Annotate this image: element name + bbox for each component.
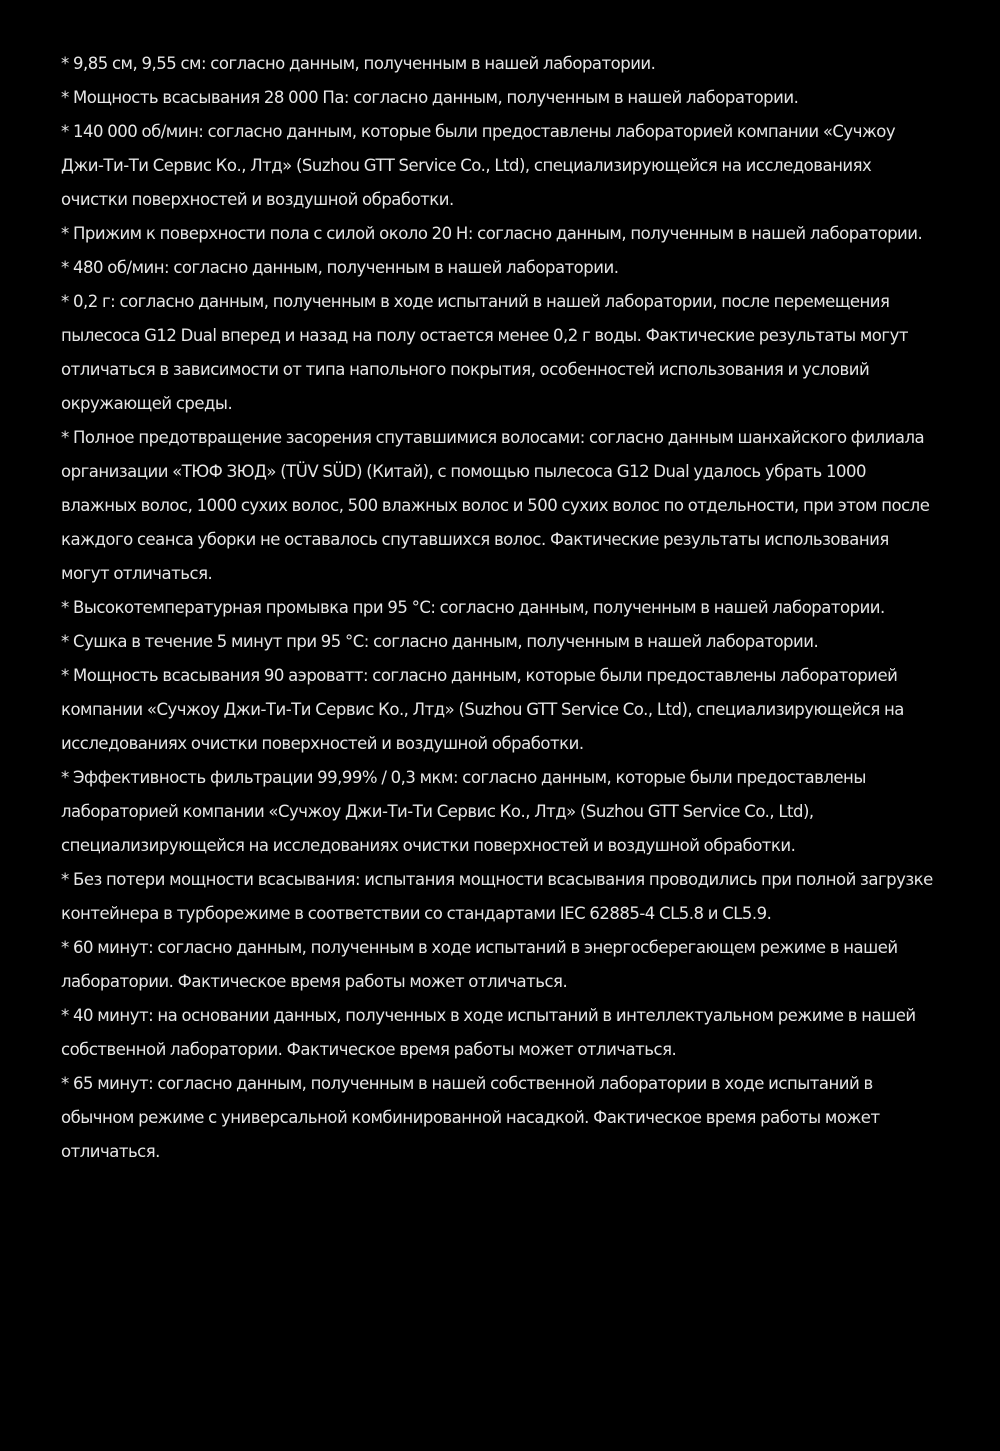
footnote-motor-rpm: * 140 000 об/мин: согласно данным, которые были предоставлены лабораторией компании «Сучжоу Джи-Ти-Ти Сервис Ко., Лтд» (Suzhou GTT Service Co., Ltd), специализирующейся на исследованиях очистки поверхностей и воздушной обработки. <box>61 122 896 209</box>
footnote-anti-tangle: * Полное предотвращение засорения спутавшимися волосами: согласно данным шанхайского филиала организации «ТЮФ ЗЮД» (TÜV SÜD) (Китай), с помощью пылесоса G12 Dual удалось убрать 1000 влажных волос, 1000 сухих волос, 500 влажных волос и 500 сухих волос по отдельности, при этом после каждого сеанса уборки не оставалось спутавшихся волос. Фактические результаты использования могут отличаться. <box>61 428 930 583</box>
footnotes-list <box>61 47 941 1169</box>
footnote-runtime-eco: * 60 минут: согласно данным, полученным в ходе испытаний в энергосберегающем режиме в нашей лаборатории. Фактическое время работы может отличаться. <box>61 938 898 991</box>
footnote-hot-wash: * Высокотемпературная промывка при 95 °C: согласно данным, полученным в нашей лаборатории. <box>61 598 885 617</box>
footnote-roller-rpm: * 480 об/мин: согласно данным, полученным в нашей лаборатории. <box>61 258 619 277</box>
footnote-runtime-smart: * 40 минут: на основании данных, полученных в ходе испытаний в интеллектуальном режиме в нашей собственной лаборатории. Фактическое время работы может отличаться. <box>61 1006 916 1059</box>
footnote-filtration: * Эффективность фильтрации 99,99% / 0,3 мкм: согласно данным, которые были предоставлены лабораторией компании «Сучжоу Джи-Ти-Ти Сервис Ко., Лтд» (Suzhou GTT Service Co., Ltd), специализирующейся на исследованиях очистки поверхностей и воздушной обработки. <box>61 768 866 855</box>
footnote-floor-pressure: * Прижим к поверхности пола с силой около 20 Н: согласно данным, полученным в нашей лаборатории. <box>61 224 923 243</box>
footnote-drying: * Сушка в течение 5 минут при 95 °C: согласно данным, полученным в нашей лаборатории. <box>61 632 819 651</box>
footnote-no-suction-loss: * Без потери мощности всасывания: испытания мощности всасывания проводились при полной загрузке контейнера в турборежиме в соответствии со стандартами IEC 62885-4 CL5.8 и CL5.9. <box>61 870 933 923</box>
footnote-runtime-standard: * 65 минут: согласно данным, полученным в нашей собственной лаборатории в ходе испытаний в обычном режиме с универсальной комбинированной насадкой. Фактическое время работы может отличаться. <box>61 1074 880 1161</box>
footnote-dimensions: * 9,85 см, 9,55 см: согласно данным, полученным в нашей лаборатории. <box>61 54 656 73</box>
footnote-water-residue: * 0,2 г: согласно данным, полученным в ходе испытаний в нашей лаборатории, после перемещения пылесоса G12 Dual вперед и назад на полу остается менее 0,2 г воды. Фактические результаты могут отличаться в зависимости от типа напольного покрытия, особенностей использования и условий окружающей среды. <box>61 292 908 413</box>
footnote-suction-pressure: * Мощность всасывания 28 000 Па: согласно данным, полученным в нашей лаборатории. <box>61 88 799 107</box>
footnote-airwatts: * Мощность всасывания 90 аэроватт: согласно данным, которые были предоставлены лабораторией компании «Сучжоу Джи-Ти-Ти Сервис Ко., Лтд» (Suzhou GTT Service Co., Ltd), специализирующейся на исследованиях очистки поверхностей и воздушной обработки. <box>61 666 904 753</box>
